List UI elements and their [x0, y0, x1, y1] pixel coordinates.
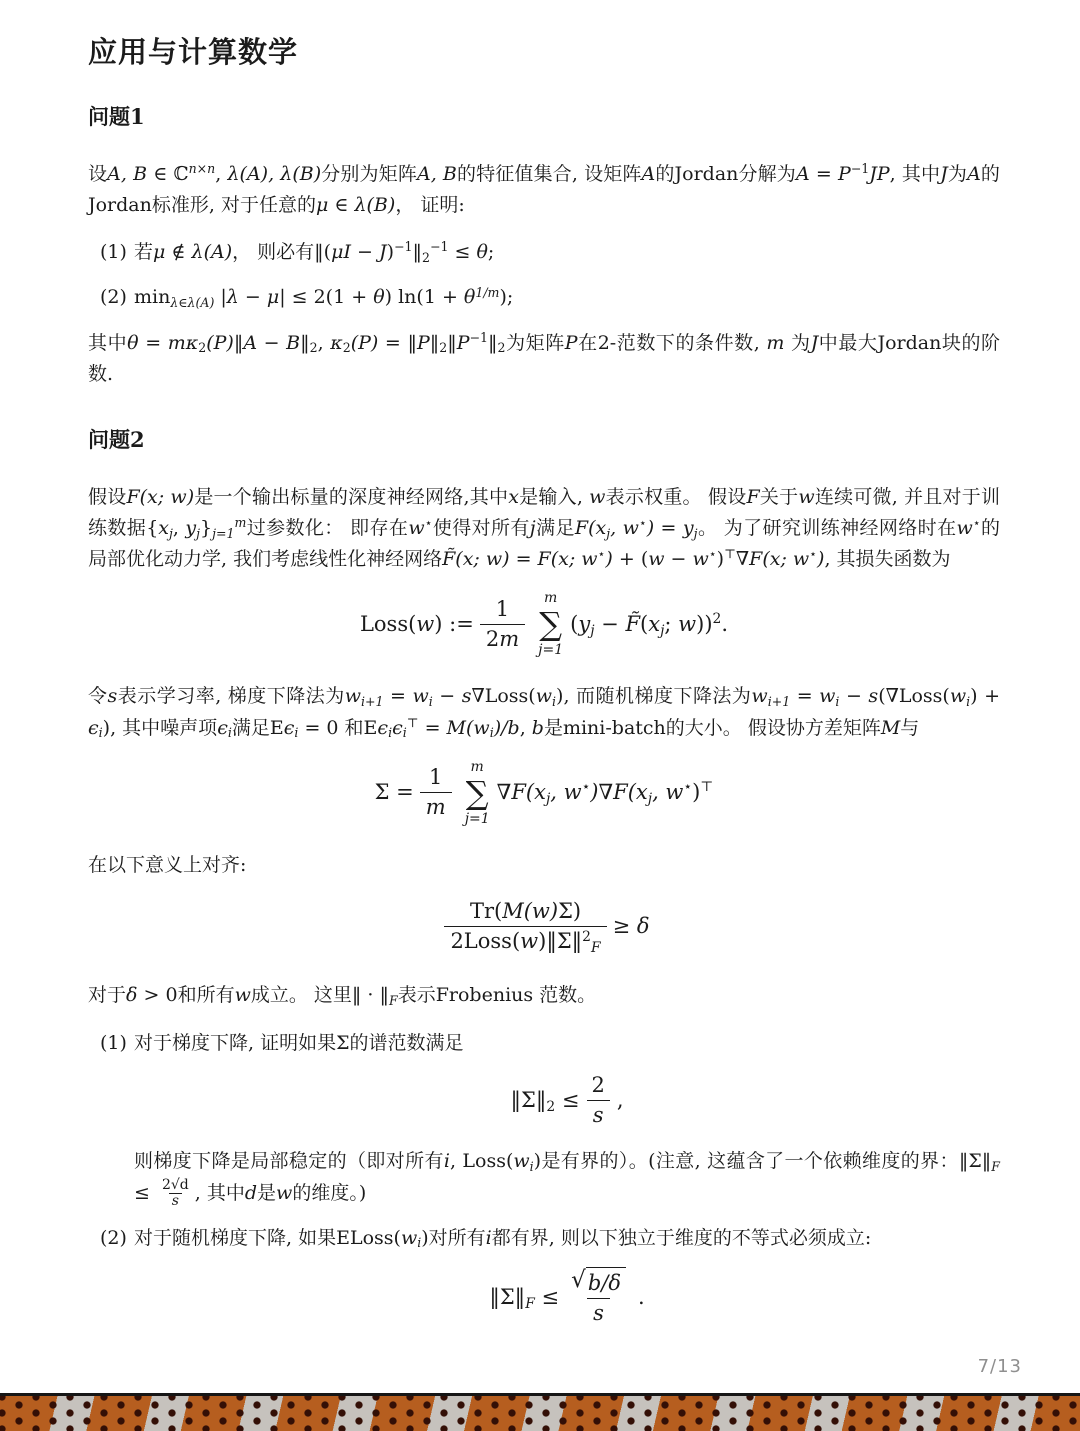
- item-content: [134, 1223, 1000, 1345]
- fraction: [585, 1071, 610, 1131]
- formula-rhs: (yj − F̃(xj; w))$^2$.: [570, 611, 729, 639]
- fraction-denominator: 2m: [480, 624, 525, 654]
- fraction-numerator: 1: [429, 764, 443, 789]
- item-note: 则梯度下降是局部稳定的（即对所有i, Loss(wi)是有界的）。(注意, 这蕴含了一个依赖维度的界：‖Σ‖F ≤ $\frac{2√d}{s}$ , 其中d是w的维度。): [134, 1150, 1000, 1210]
- problem-2-sgd-paragraph: 令s表示学习率, 梯度下降法为wi+1 = wi − s∇Loss(wi), 而随机梯度下降法为wi+1 = wi − s(∇Loss(wi) + ϵi), 其中噪声项ϵi满足Eϵi = 0 和Eϵiϵi⊤ = M(wi)/b, b是mini-batch的大小。 假设协方差矩阵M与: [88, 685, 1000, 741]
- item-label: (1): [100, 1031, 127, 1054]
- list-item: [88, 1223, 1000, 1345]
- fraction: [480, 595, 525, 655]
- sum-lower-limit: j=1: [538, 642, 564, 659]
- fraction-numerator: Tr(M(w)Σ): [469, 898, 582, 923]
- item-intro: 对于随机梯度下降, 如果ELoss(wi)对所有i都有界, 则以下独立于维度的不等式必须成立:: [134, 1226, 872, 1251]
- square-root: [565, 1266, 632, 1298]
- list-item: [88, 282, 1000, 313]
- fraction-numerator: 2: [591, 1072, 605, 1097]
- page-title: 应用与计算数学: [88, 35, 299, 69]
- item-label: (1): [100, 241, 127, 264]
- fraction-numerator: 1: [495, 596, 510, 621]
- formula-lhs: Σ =: [374, 780, 414, 805]
- sum-upper-limit: m: [543, 590, 558, 607]
- fraction-denominator: m: [420, 792, 452, 822]
- bottom-decor-strip: [0, 1393, 1080, 1431]
- formula-tail: .: [637, 1284, 645, 1309]
- problem-1-theta-note: 其中θ = mκ2(P)‖A − B‖2, $\kappa 2(P) = ‖P‖2‖P^{-1}‖2$为矩阵P在2-范数下的条件数, m 为J中最大Jordan块的阶数.: [88, 329, 1001, 385]
- sigma-formula: [88, 760, 1000, 826]
- formula-lhs: ‖Σ‖F ≤: [489, 1284, 560, 1312]
- sum-upper-limit: m: [470, 758, 484, 775]
- align-intro: 在以下意义上对齐:: [88, 853, 247, 876]
- item-text: 若μ ∉ λ(A)， 则必有‖(μI − $J)^{-1}‖2^{-1} \le \theta$;: [134, 239, 495, 266]
- page-number: 7/13: [977, 1356, 1022, 1377]
- item-intro: 对于梯度下降, 证明如果Σ的谱范数满足: [134, 1031, 464, 1054]
- fraction-denominator: s: [587, 1100, 610, 1130]
- fraction-denominator: s: [587, 1298, 610, 1328]
- formula-lhs: ‖Σ‖2 ≤: [510, 1087, 580, 1116]
- formula-lhs: Loss(w) :=: [359, 611, 474, 636]
- formula-tail: ,: [616, 1087, 624, 1112]
- problem-1-list: [88, 237, 1000, 313]
- fraction: [444, 897, 606, 957]
- radicand: b/δ: [586, 1267, 626, 1297]
- sigma-operator: ∑: [465, 773, 489, 812]
- sum-lower-limit: j=1: [464, 810, 490, 827]
- summation-symbol: [538, 591, 563, 657]
- fraction: [565, 1266, 632, 1329]
- problem-1-intro: 设A, B ∈ ℂ$^{n\times n}$, λ(A), λ(B)分别为矩阵A, B的特征值集合, 设矩阵A的Jordan分解为$A = P^{-1}JP$, 其中J为A的Jordan标准形, 对于任意的μ ∈ λ(B)， 证明:: [88, 161, 1000, 217]
- alignment-formula: [88, 897, 1000, 957]
- delta-paragraph: 对于δ > 0和所有w成立。 这里‖ · ‖F表示Frobenius 范数。: [88, 984, 597, 1009]
- fraction: [420, 763, 452, 823]
- sigma-operator: ∑: [539, 605, 563, 644]
- problem-2-list: [88, 1028, 1000, 1345]
- problem-2-intro: 假设F(x; w)是一个输出标量的深度神经网络,其中x是输入, w表示权重。 假设F关于w连续可微, 并且对于训练数据{xj, $yj\}j=1^m$过参数化： 即存在w⋆使得对所有j满足F(xj, w⋆) = yj。 为了研究训练神经网络时在w⋆的局部优化动力学, 我们考虑线性化神经网络F̃(x; w) = F(x; w⋆) + (w − w⋆)⊤∇F(x; w⋆), 其损失函数为: [88, 485, 1001, 571]
- list-item: [88, 1028, 1000, 1209]
- radical-sign: √: [571, 1266, 586, 1293]
- item-label: (2): [100, 1226, 127, 1249]
- list-item: [88, 237, 1000, 268]
- summation-symbol: [465, 760, 490, 826]
- item-text: minλ∈λ(A) |λ − μ| ≤ 2(1 + θ) $\ln(1 + \theta^{1/m})$;: [134, 284, 514, 311]
- item-label: (2): [100, 286, 127, 309]
- problem-2-heading: 问题2: [88, 426, 145, 452]
- loss-formula: [88, 591, 1000, 657]
- formula-rhs: ∇F(xj, w⋆)∇F(xj, w⋆)⊤: [496, 779, 714, 808]
- spectral-norm-formula: [134, 1071, 1000, 1131]
- frobenius-norm-formula: [134, 1266, 1000, 1329]
- problem-1-heading: 问题1: [88, 104, 145, 129]
- formula-rhs: ≥ δ: [612, 914, 650, 939]
- fraction-denominator: 2Loss(w)‖Σ‖$^2$F: [444, 926, 606, 956]
- item-content: [134, 1028, 1000, 1209]
